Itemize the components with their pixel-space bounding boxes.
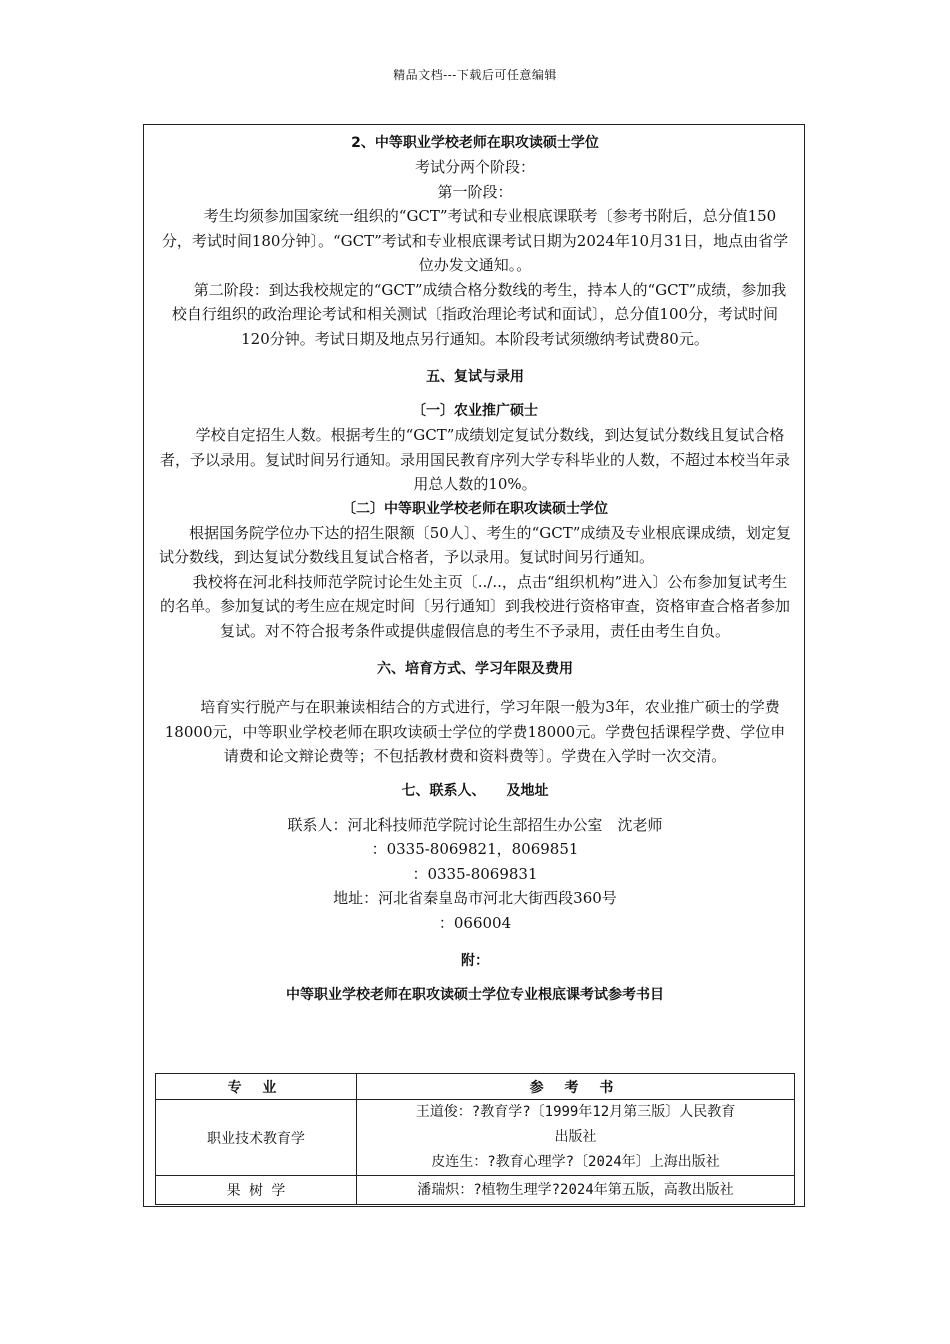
book-entry: 王道俊：?教育学?〔1999年12月第三版〕人民教育 [415,1104,736,1120]
book-entry: 出版社 [554,1129,597,1145]
book-entry: 潘瑞炽：?植物生理学?2024年第五版，高教出版社 [417,1181,734,1198]
column-header-books: 参 考 书 [357,1074,795,1100]
table-row [156,1100,795,1176]
contact-person: 联系人：河北科技师范学院讨论生部招生办公室 沈老师 [287,815,663,834]
section-5-sub2-text: 根据国务院学位办下达的招生限额〔50人〕、考生的“GCT”成绩及专业根底课成绩，划定复试分数线，到达复试分数线且复试合格者，予以录用。复试时间另行通知。 [159,523,791,566]
page-header: 精品文档---下载后可任意编辑 [393,68,557,82]
stage-one-text: 考生均须参加国家统一组织的“GCT”考试和专业根底课联考〔参考书附后，总分值150分，考试时间180分钟〕。“GCT”考试和专业根底课考试日期为2024年10月31日，地点由省学位办发文通知。。 [161,207,789,274]
contact-phone: ：0335-8069821，8069851 [371,840,579,858]
contact-postcode: ：066004 [438,913,512,932]
section-5-notice: 我校将在河北科技师范学院讨论生处主页〔../..，点击“组织机构”进入〕公布参加复试考生的名单。参加复试的考生应在规定时间〔另行通知〕到我校进行资格审查，资格审查合格者参加复试。对不符合报考条件或提供虚假信息的考生不予录用，责任由考生自负。 [159,572,790,640]
section-2-title: 2、中等职业学校老师在职攻读硕士学位 [351,135,599,151]
section-6-text: 培育实行脱产与在职兼读相结合的方式进行，学习年限一般为3年，农业推广硕士的学费18000元，中等职业学校老师在职攻读硕士学位的学费18000元。学费包括课程学费、学位申请费和论文辩论费等；不包括教材费和资料费等〕。学费在入学时一次交清。 [164,698,786,765]
section-5-sub1-title: 〔一〕农业推广硕士 [412,403,538,419]
document-frame [143,124,805,1207]
section-5-title: 五、复试与录用 [426,369,524,385]
appendix-title: 中等职业学校老师在职攻读硕士学位专业根底课考试参考书目 [286,987,664,1003]
books-cell [357,1100,795,1176]
contact-fax: ：0335-8069831 [412,864,538,883]
major-cell: 职业技术教育学 [156,1100,357,1176]
section-5-sub1-text: 学校自定招生人数。根据考生的“GCT”成绩划定复试分数线，到达复试分数线且复试合格者，予以录用。复试时间另行通知。录用国民教育序列大学专科毕业的人数，不超过本校当年录用总人数的10%。 [159,426,790,493]
major-cell: 果 树 学 [156,1176,357,1205]
stage-one-label: 第一阶段： [437,182,513,201]
column-header-major: 专 业 [156,1074,357,1100]
table-row [156,1176,795,1205]
table-header-row [156,1074,795,1100]
book-entry: 皮连生：?教育心理学?〔2024年〕上海出版社 [431,1154,720,1170]
section-7-title: 七、联系人、 及地址 [401,782,549,799]
section-5-sub2-title: 〔二〕中等职业学校老师在职攻读硕士学位 [342,500,608,517]
section-6-title: 六、培育方式、学习年限及费用 [377,661,573,677]
books-cell [357,1176,795,1205]
section-2-intro: 考试分两个阶段： [414,158,535,176]
appendix-label: 附： [461,953,489,969]
contact-address: 地址：河北省秦皇岛市河北大街西段360号 [333,889,617,907]
document-content [159,131,791,1007]
reference-books-table [155,1073,795,1205]
stage-two-text: 第二阶段：到达我校规定的“GCT”成绩合格分数线的考生，持本人的“GCT”成绩，参加我校自行组织的政治理论考试和相关测试〔指政治理论考试和面试〕，总分值100分，考试时间120分钟。考试日期及地点另行通知。本阶段考试须缴纳考试费80元。 [171,280,787,348]
